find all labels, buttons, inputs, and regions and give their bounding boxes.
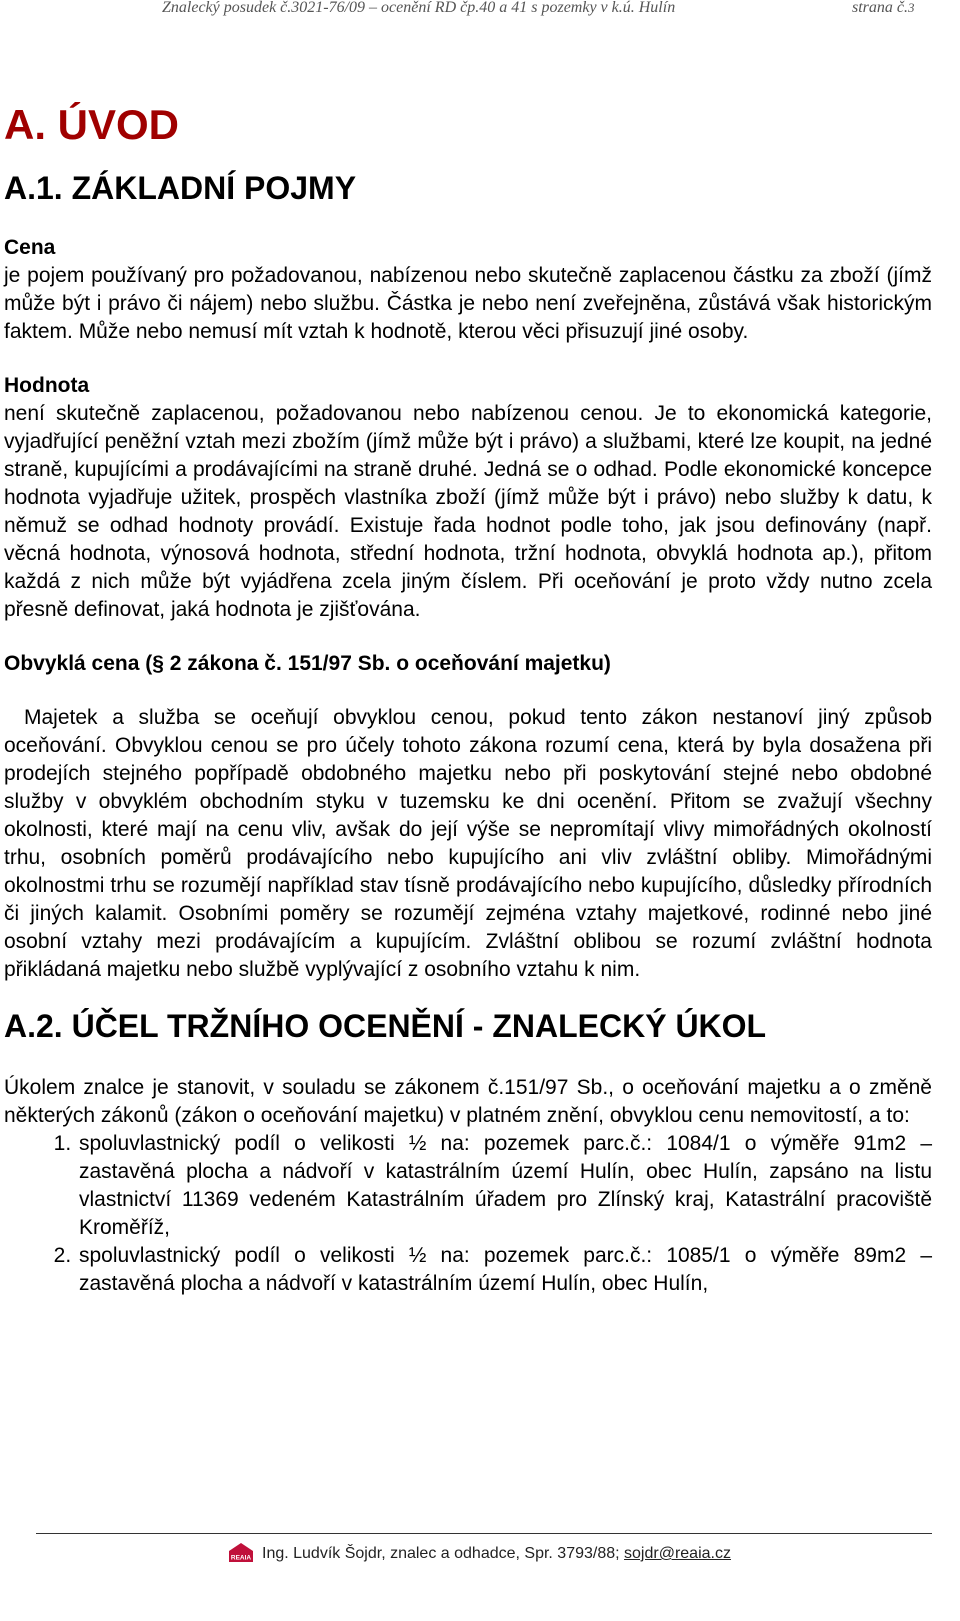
header-title: Znalecký posudek č.3021-76/09 – ocenění RD čp.40 a 41 s pozemky v k.ú. Hulín (162, 0, 676, 16)
hodnota-heading: Hodnota (4, 374, 90, 397)
section-a2-title: A.2. ÚČEL TRŽNÍHO OCENĚNÍ - ZNALECKÝ ÚKOL (4, 1008, 767, 1044)
reaia-logo-icon (226, 1541, 256, 1563)
footer-divider (36, 1533, 932, 1534)
header-page (852, 0, 915, 16)
footer-author: Ing. Ludvík Šojdr, znalec a odhadce, Spr. 3793/88; (262, 1545, 625, 1562)
cena-heading: Cena (4, 236, 56, 259)
page-footer (36, 1533, 932, 1563)
obvykla-cena-text: Majetek a služba se oceňují obvyklou cenou, pokud tento zákon nestanoví jiný způsob oceňování. Obvyklou cenou se pro účely tohoto zákona rozumí cena, která by byla dosažena při prodejích stejného popřípadě obdobného majetku nebo při poskytování stejné nebo obdobné služby v obvyklém obchodním styku v tuzemsku ke dni ocenění. Přitom se zvažují všechny okolnosti, které mají na cenu vliv, avšak do její výše se nepromítají vlivy mimořádných okolností trhu, osobních poměrů prodávajícího nebo kupujícího ani vliv zvláštní obliby. Mimořádnými okolnostmi trhu se rozumějí například stav tísně prodávajícího nebo kupujícího, důsledky přírodních či jiných kalamit. Osobními poměry se rozumějí zejména vztahy majetkové, rodinné nebo jiné osobní vztahy mezi prodávajícím a kupujícím. Zvláštní oblibou se rozumí zvláštní hodnota přikládaná majetku nebo službě vyplývající z osobního vztahu k nim. (4, 706, 932, 981)
page-header (162, 0, 958, 22)
logo-text: REAIA (230, 1554, 252, 1562)
task-list (4, 1130, 932, 1298)
section-a-title: A. ÚVOD (4, 101, 180, 148)
header-page-number: 3 (908, 0, 915, 15)
list-item: 1. spoluvlastnický podíl o velikosti ½ na: pozemek parc.č.: 1084/1 o výměře 91m2 – zastavěná plocha a nádvoří v katastrálním území Hulín, obec Hulín, zapsáno na listu vlastnictví 11369 vedeném Katastrálním úřadem pro Zlínský kraj, Katastrální pracoviště Kroměříž, (77, 1130, 932, 1242)
document-body (4, 100, 932, 1298)
obvykla-cena-heading: Obvyklá cena (§ 2 zákona č. 151/97 Sb. o oceňování majetku) (4, 652, 611, 675)
hodnota-text: není skutečně zaplacenou, požadovanou nebo nabízenou cenou. Je to ekonomická kategorie, vyjadřující peněžní vztah mezi zbožím (jímž může být i právo) a službami, které lze koupit, na jedné straně, kupujícími a prodávajícími na straně druhé. Jedná se o odhad. Podle ekonomické koncepce hodnota vyjadřuje užitek, prospěch vlastníka zboží (jímž může být i právo) nebo služby k datu, k němuž se odhad hodnoty provádí. Existuje řada hodnot podle toho, jak jsou definovány (např. věcná hodnota, výnosová hodnota, střední hodnota, tržní hodnota, obvyklá hodnota ap.), přitom každá z nich může být vyjádřena zcela jiným číslem. Při oceňování je proto vždy nutno zcela přesně definovat, jaká hodnota je zjišťována. (4, 402, 932, 621)
section-a1-title: A.1. ZÁKLADNÍ POJMY (4, 170, 357, 206)
list-item: 2. spoluvlastnický podíl o velikosti ½ na: pozemek parc.č.: 1085/1 o výměře 89m2 – zastavěná plocha a nádvoří v katastrálním území Hulín, obec Hulín, (77, 1242, 932, 1298)
section-a2-intro: Úkolem znalce je stanovit, v souladu se zákonem č.151/97 Sb., o oceňování majetku a o změně některých zákonů (zákon o oceňování majetku) v platném znění, obvyklou cenu nemovitostí, a to: (4, 1076, 932, 1127)
footer-text (262, 1545, 731, 1563)
cena-text: je pojem používaný pro požadovanou, nabízenou nebo skutečně zaplacenou částku za zboží (jímž může být i právo či nájem) nebo službu. Částka je nebo není zveřejněna, zůstává však historickým faktem. Může nebo nemusí mít vztah k hodnotě, kterou věci přisuzují jiné osoby. (4, 264, 932, 343)
footer-email-link[interactable]: sojdr@reaia.cz (624, 1545, 731, 1562)
header-page-label: strana č. (852, 0, 908, 16)
